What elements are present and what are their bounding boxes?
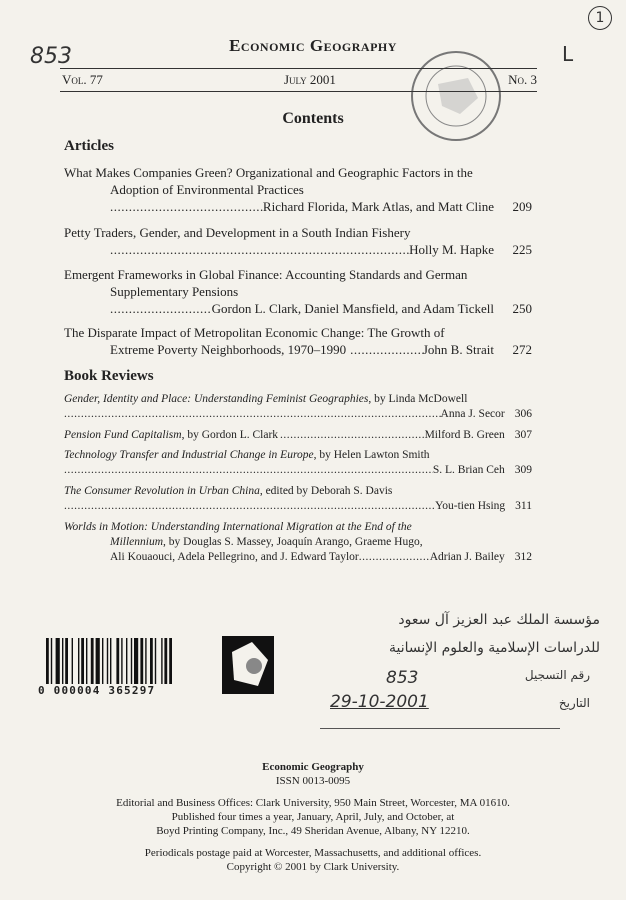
footer-printer: Boyd Printing Company, Inc., 49 Sheridan Avenue, Albany, NY 12210. <box>156 825 470 837</box>
article-byline <box>64 300 532 317</box>
leader-dots <box>64 407 441 422</box>
review-entry <box>64 520 532 565</box>
leader-dots <box>110 198 263 215</box>
barcode-bar <box>81 638 84 684</box>
barcode-bar <box>107 638 108 684</box>
reviewer: S. L. Brian Ceh <box>432 464 505 476</box>
article-title-line: Supplementary Pensions <box>110 284 239 299</box>
barcode-bar <box>134 638 138 684</box>
reviewer: Adrian J. Bailey <box>429 551 505 563</box>
article-authors: Richard Florida, Mark Atlas, and Matt Cline <box>262 199 494 214</box>
review-byline <box>64 428 532 443</box>
barcode-bar <box>150 638 153 684</box>
review-byline <box>64 550 532 565</box>
article-title-line: Extreme Poverty Neighborhoods, 1970–1990 <box>110 342 347 357</box>
article-title-line: The Disparate Impact of Metropolitan Economic Change: The Growth of <box>64 325 445 340</box>
review-byline <box>64 407 532 422</box>
registration-label: رقم التسجيل <box>524 668 590 682</box>
review-book-title: The Consumer Revolution in Urban China <box>64 485 260 497</box>
review-book-author: , by Linda McDowell <box>368 393 468 405</box>
article-authors: John B. Strait <box>422 342 494 357</box>
barcode-bars <box>42 638 218 686</box>
barcode-number: 0 000004 365297 <box>38 684 156 697</box>
volume: Vol. 77 <box>62 72 103 87</box>
article-authors: Holly M. Hapke <box>409 242 494 257</box>
footer-issn: ISSN 0013-0095 <box>275 775 351 787</box>
review-page: 309 <box>514 464 532 476</box>
article-page: 272 <box>512 342 532 357</box>
review-book-line <box>64 448 532 463</box>
masthead <box>62 72 537 88</box>
barcode-bar <box>46 638 49 684</box>
article-page: 250 <box>512 301 532 316</box>
barcode-bar <box>62 638 63 684</box>
barcode-bar <box>96 638 100 684</box>
barcode-bar <box>116 638 119 684</box>
signature-line <box>320 728 560 729</box>
review-entry <box>64 428 532 443</box>
barcode-bar <box>72 638 73 684</box>
review-book-title: Millennium <box>110 536 164 548</box>
handwritten-mark: L <box>562 42 574 66</box>
leader-dots <box>359 550 430 565</box>
barcode-bar <box>110 638 111 684</box>
article-byline <box>64 198 532 215</box>
review-byline <box>64 463 532 478</box>
review-page: 311 <box>515 500 532 512</box>
leader-dots <box>110 241 409 258</box>
article-entry <box>64 266 532 317</box>
review-book-title: Pension Fund Capitalism <box>64 429 182 441</box>
review-entry <box>64 484 532 514</box>
reviewer: Anna J. Secor <box>440 408 505 420</box>
article-authors: Gordon L. Clark, Daniel Mansfield, and Adam Tickell <box>211 301 494 316</box>
article-page: 225 <box>512 242 532 257</box>
issue-number: No. 3 <box>508 72 537 87</box>
book-reviews-heading: Book Reviews <box>64 368 154 384</box>
barcode-bar <box>164 638 167 684</box>
barcode-bar <box>86 638 87 684</box>
article-entry <box>64 224 532 258</box>
review-book-author: , by Douglas S. Massey, Joaquín Arango, Graeme Hugo, <box>163 536 423 548</box>
barcode-bar <box>91 638 94 684</box>
review-entry <box>64 448 532 478</box>
review-page: 312 <box>514 551 532 563</box>
issue-date: July 2001 <box>284 72 336 87</box>
article-title-line: Adoption of Environmental Practices <box>110 182 304 197</box>
article-title-line: Petty Traders, Gender, and Development in a South Indian Fishery <box>64 225 411 240</box>
article-title-line: What Makes Companies Green? Organizational and Geographic Factors in the <box>64 165 473 180</box>
review-book-author: , edited by Deborah S. Davis <box>259 485 393 497</box>
article-entry <box>64 324 532 358</box>
barcode-bar <box>56 638 60 684</box>
footer-published: Published four times a year, January, April, July, and October, at <box>171 811 455 823</box>
review-book-title: Gender, Identity and Place: Understanding Feminist Geographies <box>64 393 369 405</box>
masthead-bottom-rule <box>60 91 537 92</box>
articles-heading: Articles <box>64 138 114 154</box>
review-page: 307 <box>514 429 532 441</box>
date-label: التاريخ <box>558 696 590 710</box>
handwritten-circled-number: 1 <box>588 6 612 30</box>
barcode-bar <box>155 638 156 684</box>
article-byline <box>64 241 532 258</box>
publisher-logo <box>222 636 274 694</box>
library-stamp-seal <box>408 48 504 144</box>
barcode-bar <box>121 638 122 684</box>
review-book-title: Worlds in Motion: Understanding International Migration at the End of the <box>64 521 412 533</box>
article-page: 209 <box>512 199 532 214</box>
leader-dots <box>110 300 212 317</box>
library-stamp <box>408 48 504 149</box>
leader-dots <box>280 428 425 443</box>
leader-dots <box>64 463 433 478</box>
leader-dots <box>64 499 435 514</box>
barcode-bar <box>126 638 127 684</box>
review-byline <box>64 499 532 514</box>
barcode-bar <box>140 638 143 684</box>
barcode-bar <box>131 638 132 684</box>
arabic-stamp-line1: مؤسسة الملك عبد العزيز آل سعود <box>398 612 600 628</box>
barcode-bar <box>51 638 52 684</box>
footer-offices: Editorial and Business Offices: Clark University, 950 Main Street, Worcester, MA 01610. <box>116 797 510 809</box>
review-book-author: Ali Kouaouci, Adela Pellegrino, and J. Edward Taylor <box>110 551 359 563</box>
review-page: 306 <box>514 408 532 420</box>
article-byline <box>64 341 532 358</box>
barcode-bar <box>78 638 79 684</box>
review-book-line <box>64 484 532 499</box>
leader-dots <box>350 341 423 358</box>
registration-number: 853 <box>386 668 419 688</box>
review-book-line <box>64 535 532 550</box>
contents-title: Contents <box>282 110 344 127</box>
footer-copyright: Copyright © 2001 by Clark University. <box>226 861 400 873</box>
review-book-author: , by Gordon L. Clark <box>181 429 279 441</box>
journal-name: Economic Geography <box>229 36 397 55</box>
review-book-line <box>64 520 532 535</box>
review-book-title: Technology Transfer and Industrial Change in Europe <box>64 449 314 461</box>
review-book-author: , by Helen Lawton Smith <box>313 449 430 461</box>
barcode-bar <box>169 638 172 684</box>
registration-date: 29-10-2001 <box>330 692 429 712</box>
review-book-line <box>64 392 532 407</box>
barcode-bar <box>102 638 103 684</box>
footer-journal-name: Economic Geography <box>262 761 364 773</box>
article-entry <box>64 164 532 215</box>
reviewer: Milford B. Green <box>424 429 505 441</box>
publisher-logo-icon <box>222 636 274 694</box>
arabic-stamp-line2: للدراسات الإسلامية والعلوم الإنسانية <box>389 640 600 656</box>
masthead-top-rule <box>60 68 537 69</box>
handwritten-accession-number: 853 <box>30 44 72 69</box>
review-entry <box>64 392 532 422</box>
footer-postage: Periodicals postage paid at Worcester, Massachusetts, and additional offices. <box>144 847 482 859</box>
barcode-bar <box>145 638 146 684</box>
article-title-line: Emergent Frameworks in Global Finance: Accounting Standards and German <box>64 267 468 282</box>
barcode-bar <box>65 638 68 684</box>
barcode-bar <box>161 638 162 684</box>
reviewer: You-tien Hsing <box>435 500 506 512</box>
